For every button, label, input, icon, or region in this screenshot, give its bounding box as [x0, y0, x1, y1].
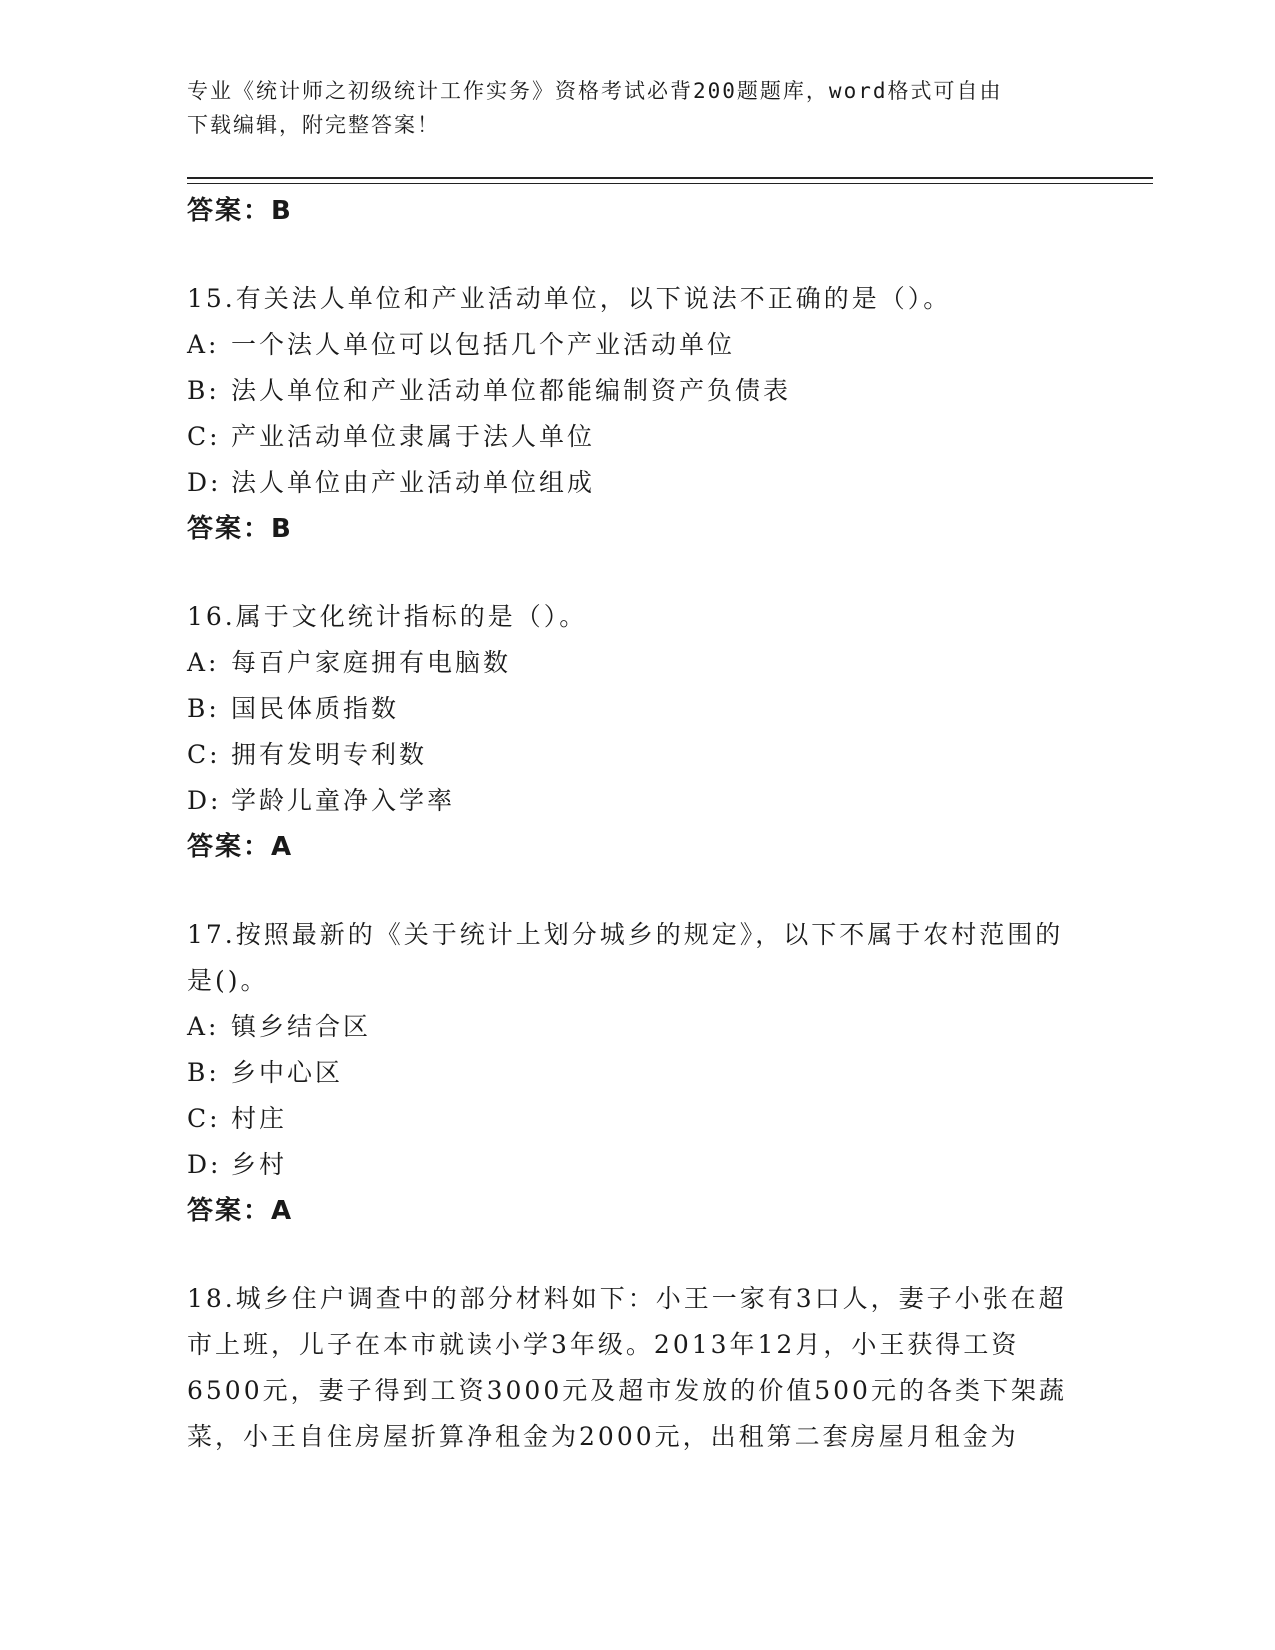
option-text: 产业活动单位隶属于法人单位 [231, 422, 596, 451]
question-18 [187, 1276, 1087, 1460]
answer: 答案：B [187, 514, 293, 544]
header-rule-thin [187, 183, 1153, 184]
option-text: 法人单位和产业活动单位都能编制资产负债表 [231, 376, 792, 405]
option-text: 村庄 [231, 1104, 288, 1133]
option-d [187, 778, 1087, 824]
question-stem: 16.属于文化统计指标的是（）。 [187, 602, 588, 631]
option-b [187, 368, 1087, 414]
option-text: 每百户家庭拥有电脑数 [231, 648, 512, 677]
option-b [187, 1050, 1087, 1096]
option-letter: B: [187, 376, 220, 405]
document-header [187, 74, 1067, 142]
option-text: 乡中心区 [231, 1058, 344, 1087]
option-text: 镇乡结合区 [231, 1012, 372, 1041]
option-b [187, 686, 1087, 732]
answer: 答案：A [187, 1196, 294, 1226]
option-letter: B: [187, 1058, 220, 1087]
option-d [187, 1142, 1087, 1188]
option-letter: A: [187, 648, 220, 677]
question-17 [187, 912, 1087, 1234]
question-stem: 15.有关法人单位和产业活动单位，以下说法不正确的是（）。 [187, 284, 952, 313]
option-letter: A: [187, 1012, 220, 1041]
option-text: 一个法人单位可以包括几个产业活动单位 [231, 330, 736, 359]
option-a [187, 322, 1087, 368]
answer: 答案：A [187, 832, 294, 862]
option-c [187, 732, 1087, 778]
option-a [187, 1004, 1087, 1050]
header-line-1: 专业《统计师之初级统计工作实务》资格考试必背200题题库，word格式可自由 [187, 79, 1003, 103]
previous-answer: 答案：B [187, 196, 293, 226]
header-line-2: 下载编辑，附完整答案！ [187, 113, 440, 137]
option-text: 拥有发明专利数 [231, 740, 428, 769]
option-text: 学龄儿童净入学率 [231, 786, 456, 815]
option-letter: A: [187, 330, 220, 359]
option-letter: D: [187, 1150, 222, 1179]
question-list [187, 188, 1087, 1502]
option-text: 法人单位由产业活动单位组成 [231, 468, 596, 497]
question-stem: 17.按照最新的《关于统计上划分城乡的规定》，以下不属于农村范围的是()。 [187, 920, 1064, 995]
option-d [187, 460, 1087, 506]
header-rule-thick [187, 177, 1153, 179]
option-a [187, 640, 1087, 686]
question-stem: 18.城乡住户调查中的部分材料如下：小王一家有3口人，妻子小张在超市上班，儿子在本市就读小学3年级。2013年12月，小王获得工资6500元，妻子得到工资3000元及超市发放的价值500元的各类下架蔬菜，小王自住房屋折算净租金为2000元，出租第二套房屋月租金为 [187, 1284, 1067, 1451]
question-15 [187, 276, 1087, 552]
option-letter: C: [187, 1104, 221, 1133]
option-text: 国民体质指数 [231, 694, 400, 723]
question-16 [187, 594, 1087, 870]
option-c [187, 414, 1087, 460]
option-letter: C: [187, 422, 221, 451]
option-c [187, 1096, 1087, 1142]
option-letter: D: [187, 786, 222, 815]
option-letter: D: [187, 468, 222, 497]
option-letter: B: [187, 694, 220, 723]
option-text: 乡村 [231, 1150, 288, 1179]
option-letter: C: [187, 740, 221, 769]
